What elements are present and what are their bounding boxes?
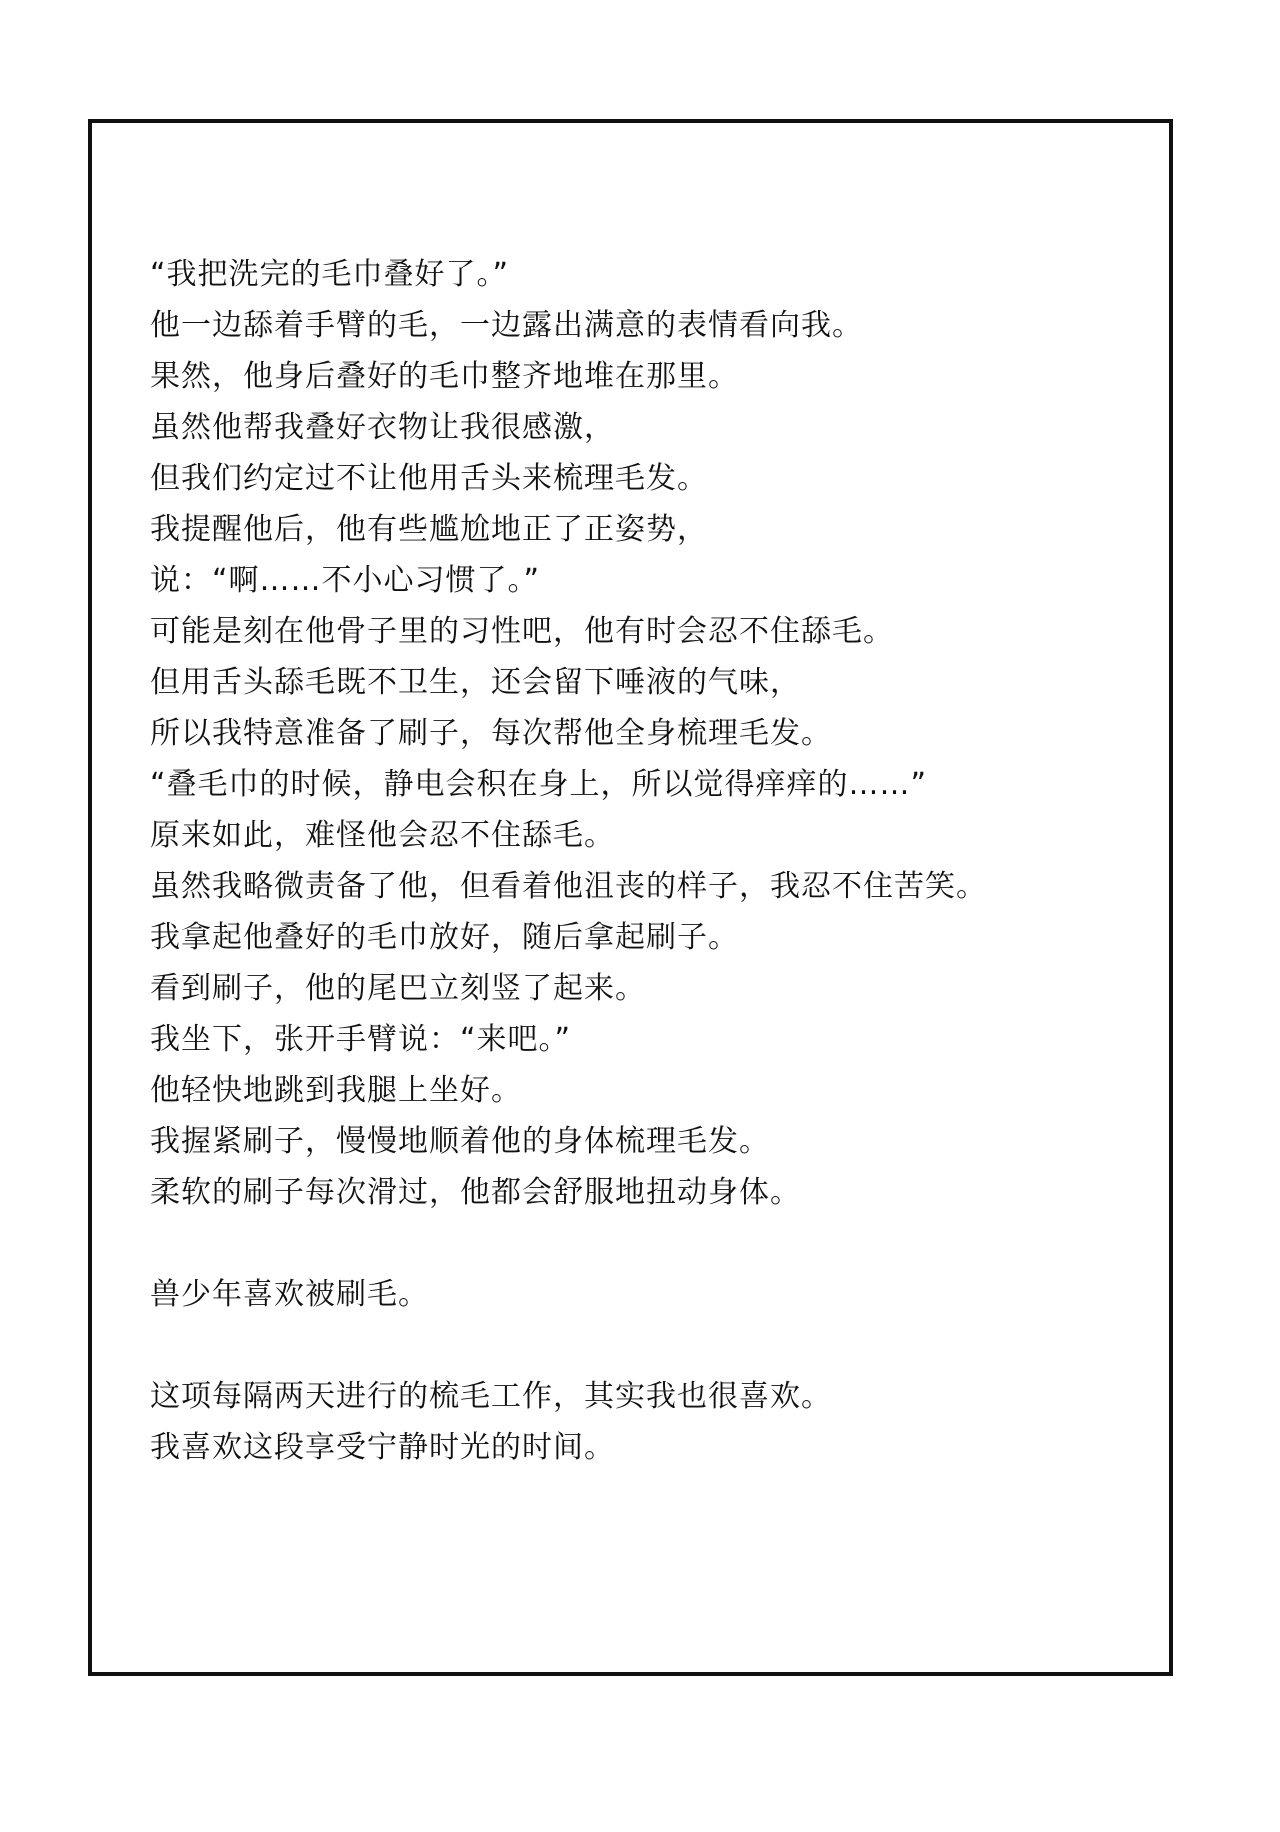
text-line: 但我们约定过不让他用舌头来梳理毛发。 <box>150 461 708 496</box>
text-line: 可能是刻在他骨子里的习性吧，他有时会忍不住舔毛。 <box>150 614 894 649</box>
text-line: 这项每隔两天进行的梳毛工作，其实我也很喜欢。 <box>150 1379 832 1414</box>
text-line: 我喜欢这段享受宁静时光的时间。 <box>150 1430 615 1465</box>
text-line: 我提醒他后，他有些尴尬地正了正姿势， <box>150 512 708 547</box>
text-line: 我握紧刷子，慢慢地顺着他的身体梳理毛发。 <box>150 1124 770 1159</box>
text-line: 但用舌头舔毛既不卫生，还会留下唾液的气味， <box>150 665 801 700</box>
text-line: 果然，他身后叠好的毛巾整齐地堆在那里。 <box>150 359 739 394</box>
text-line: 他轻快地跳到我腿上坐好。 <box>150 1073 522 1108</box>
text-line: 他一边舔着手臂的毛，一边露出满意的表情看向我。 <box>150 308 863 343</box>
paragraph-1 <box>150 249 1150 1218</box>
text-line: 柔软的刷子每次滑过，他都会舒服地扭动身体。 <box>150 1175 801 1210</box>
text-line: 兽少年喜欢被刷毛。 <box>150 1277 429 1312</box>
text-line: “我把洗完的毛巾叠好了。” <box>150 257 510 292</box>
text-line: 所以我特意准备了刷子，每次帮他全身梳理毛发。 <box>150 716 832 751</box>
text-line: 虽然我略微责备了他，但看着他沮丧的样子，我忍不住苦笑。 <box>150 869 987 904</box>
text-line: 我拿起他叠好的毛巾放好，随后拿起刷子。 <box>150 920 739 955</box>
paragraph-gap <box>150 1320 1150 1371</box>
paragraph-2 <box>150 1269 1150 1320</box>
text-line: 原来如此，难怪他会忍不住舔毛。 <box>150 818 615 853</box>
paragraph-gap <box>150 1218 1150 1269</box>
text-line: 我坐下，张开手臂说：“来吧。” <box>150 1022 572 1057</box>
story-text <box>150 249 1150 1473</box>
paragraph-3 <box>150 1371 1150 1473</box>
text-line: 看到刷子，他的尾巴立刻竖了起来。 <box>150 971 646 1006</box>
text-line: “叠毛巾的时候，静电会积在身上，所以觉得痒痒的……” <box>150 767 928 802</box>
text-line: 虽然他帮我叠好衣物让我很感激， <box>150 410 615 445</box>
text-line: 说：“啊……不小心习惯了。” <box>150 563 541 598</box>
